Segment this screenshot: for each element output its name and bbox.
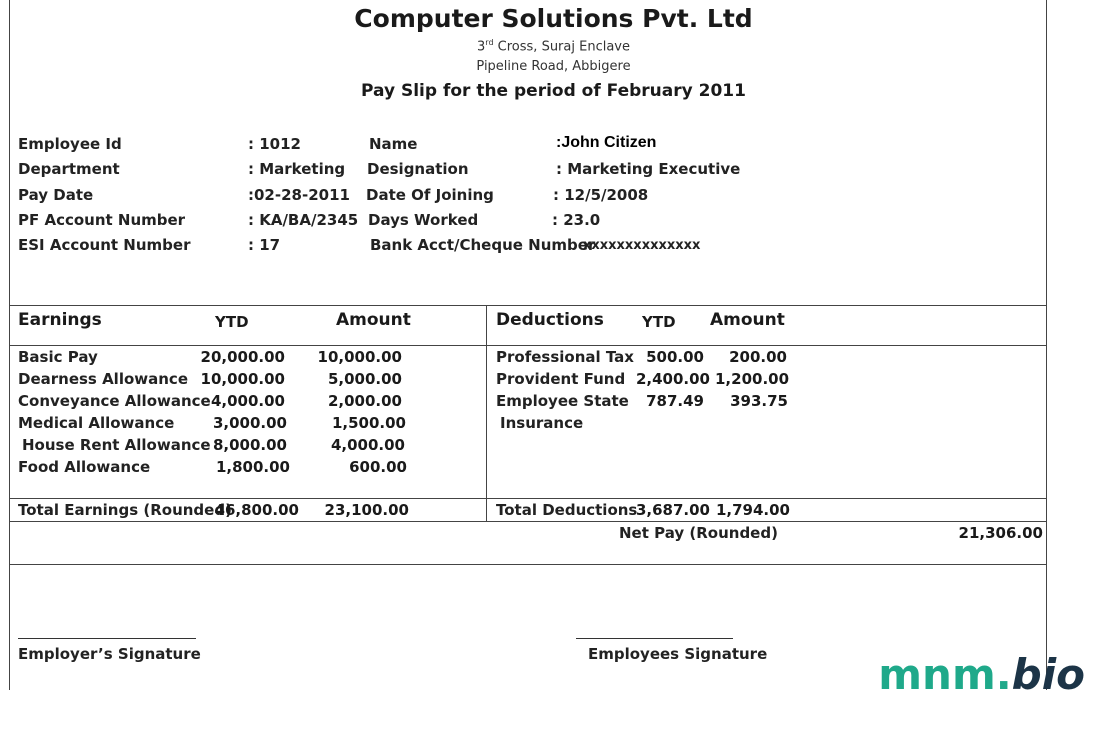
deductions-header: Deductions <box>496 310 604 330</box>
payslip-period-title: Pay Slip for the period of February 2011 <box>361 81 746 101</box>
watermark-logo-part1: mnm. <box>878 650 1012 699</box>
pf-account-value: : KA/BA/2345 <box>248 211 359 229</box>
deduction-amount: 393.75 <box>730 392 788 410</box>
deduction-amount: 1,200.00 <box>715 370 790 388</box>
bank-account-value: xxxxxxxxxxxxxx <box>583 238 701 253</box>
address-ordinal: rd <box>485 38 494 47</box>
earning-label: Basic Pay <box>18 348 98 366</box>
address-line-1 <box>0 38 1107 54</box>
earning-amount: 4,000.00 <box>330 436 405 454</box>
designation-label: Designation <box>367 160 469 178</box>
address-line-2: Pipeline Road, Abbigere <box>476 59 631 74</box>
earning-amount: 10,000.00 <box>317 348 402 366</box>
earnings-amount-header: Amount <box>336 310 411 330</box>
employee-signature-label: Employees Signature <box>588 645 768 663</box>
name-label: Name <box>369 135 418 153</box>
department-value: : Marketing <box>248 160 346 178</box>
department-label: Department <box>18 160 120 178</box>
net-pay-bottom-border <box>9 564 1046 565</box>
earning-label: House Rent Allowance <box>22 436 211 454</box>
earnings-header: Earnings <box>18 310 102 330</box>
earning-amount: 600.00 <box>349 458 407 476</box>
deduction-amount: 200.00 <box>729 348 787 366</box>
deduction-ytd: 2,400.00 <box>635 370 710 388</box>
earning-ytd: 3,000.00 <box>212 414 287 432</box>
address-number: 3 <box>477 39 486 55</box>
earnings-ytd-header: YTD <box>215 313 249 331</box>
designation-value: : Marketing Executive <box>556 160 741 178</box>
earning-label: Dearness Allowance <box>18 370 188 388</box>
table-total-top-border <box>9 498 1046 499</box>
joining-date-value: : 12/5/2008 <box>553 186 649 204</box>
earning-label: Medical Allowance <box>18 414 175 432</box>
table-total-bottom-border <box>9 521 1046 522</box>
earning-ytd: 1,800.00 <box>215 458 290 476</box>
earning-ytd: 4,000.00 <box>210 392 285 410</box>
days-worked-value: : 23.0 <box>552 211 601 229</box>
employer-signature-line <box>18 638 196 639</box>
total-deductions-ytd: 3,687.00 <box>635 501 710 519</box>
deduction-label: Provident Fund <box>496 370 626 388</box>
deduction-label-continued: Insurance <box>500 414 584 432</box>
earning-label: Food Allowance <box>18 458 151 476</box>
earning-ytd: 8,000.00 <box>212 436 287 454</box>
total-deductions-label: Total Deductions <box>496 501 638 519</box>
pay-date-value: :02-28-2011 <box>248 186 350 204</box>
total-earnings-ytd: 46,800.00 <box>214 501 299 519</box>
employer-signature-label: Employer’s Signature <box>18 645 201 663</box>
total-earnings-label: Total Earnings (Rounded) <box>18 501 232 519</box>
table-top-border <box>9 305 1046 306</box>
employee-id-label: Employee Id <box>18 135 122 153</box>
pay-date-label: Pay Date <box>18 186 94 204</box>
joining-date-label: Date Of Joining <box>366 186 494 204</box>
days-worked-label: Days Worked <box>368 211 479 229</box>
employee-id-value: : 1012 <box>248 135 301 153</box>
table-column-divider <box>486 305 487 521</box>
earning-ytd: 20,000.00 <box>200 348 285 366</box>
earning-amount: 1,500.00 <box>331 414 406 432</box>
net-pay-label: Net Pay (Rounded) <box>619 524 778 542</box>
bank-account-label: Bank Acct/Cheque Number <box>370 236 596 254</box>
deductions-ytd-header: YTD <box>642 313 676 331</box>
watermark-logo <box>878 650 1085 699</box>
deductions-amount-header: Amount <box>710 310 785 330</box>
table-header-border <box>9 345 1046 346</box>
deduction-ytd: 500.00 <box>646 348 704 366</box>
earning-amount: 2,000.00 <box>327 392 402 410</box>
total-deductions-amount: 1,794.00 <box>715 501 790 519</box>
deduction-ytd: 787.49 <box>646 392 704 410</box>
esi-account-value: : 17 <box>248 236 281 254</box>
esi-account-label: ESI Account Number <box>18 236 191 254</box>
earning-ytd: 10,000.00 <box>200 370 285 388</box>
net-pay-value: 21,306.00 <box>958 524 1043 542</box>
earning-label: Conveyance Allowance <box>18 392 211 410</box>
earning-amount: 5,000.00 <box>327 370 402 388</box>
watermark-logo-part2: bio <box>1011 650 1085 699</box>
deduction-label: Professional Tax <box>496 348 634 366</box>
pf-account-label: PF Account Number <box>18 211 186 229</box>
company-name: Computer Solutions Pvt. Ltd <box>354 4 753 33</box>
address-street: Cross, Suraj Enclave <box>493 39 630 55</box>
total-earnings-amount: 23,100.00 <box>324 501 409 519</box>
employee-signature-line <box>576 638 733 639</box>
name-value: :John Citizen <box>556 134 657 151</box>
deduction-label: Employee State <box>496 392 629 410</box>
